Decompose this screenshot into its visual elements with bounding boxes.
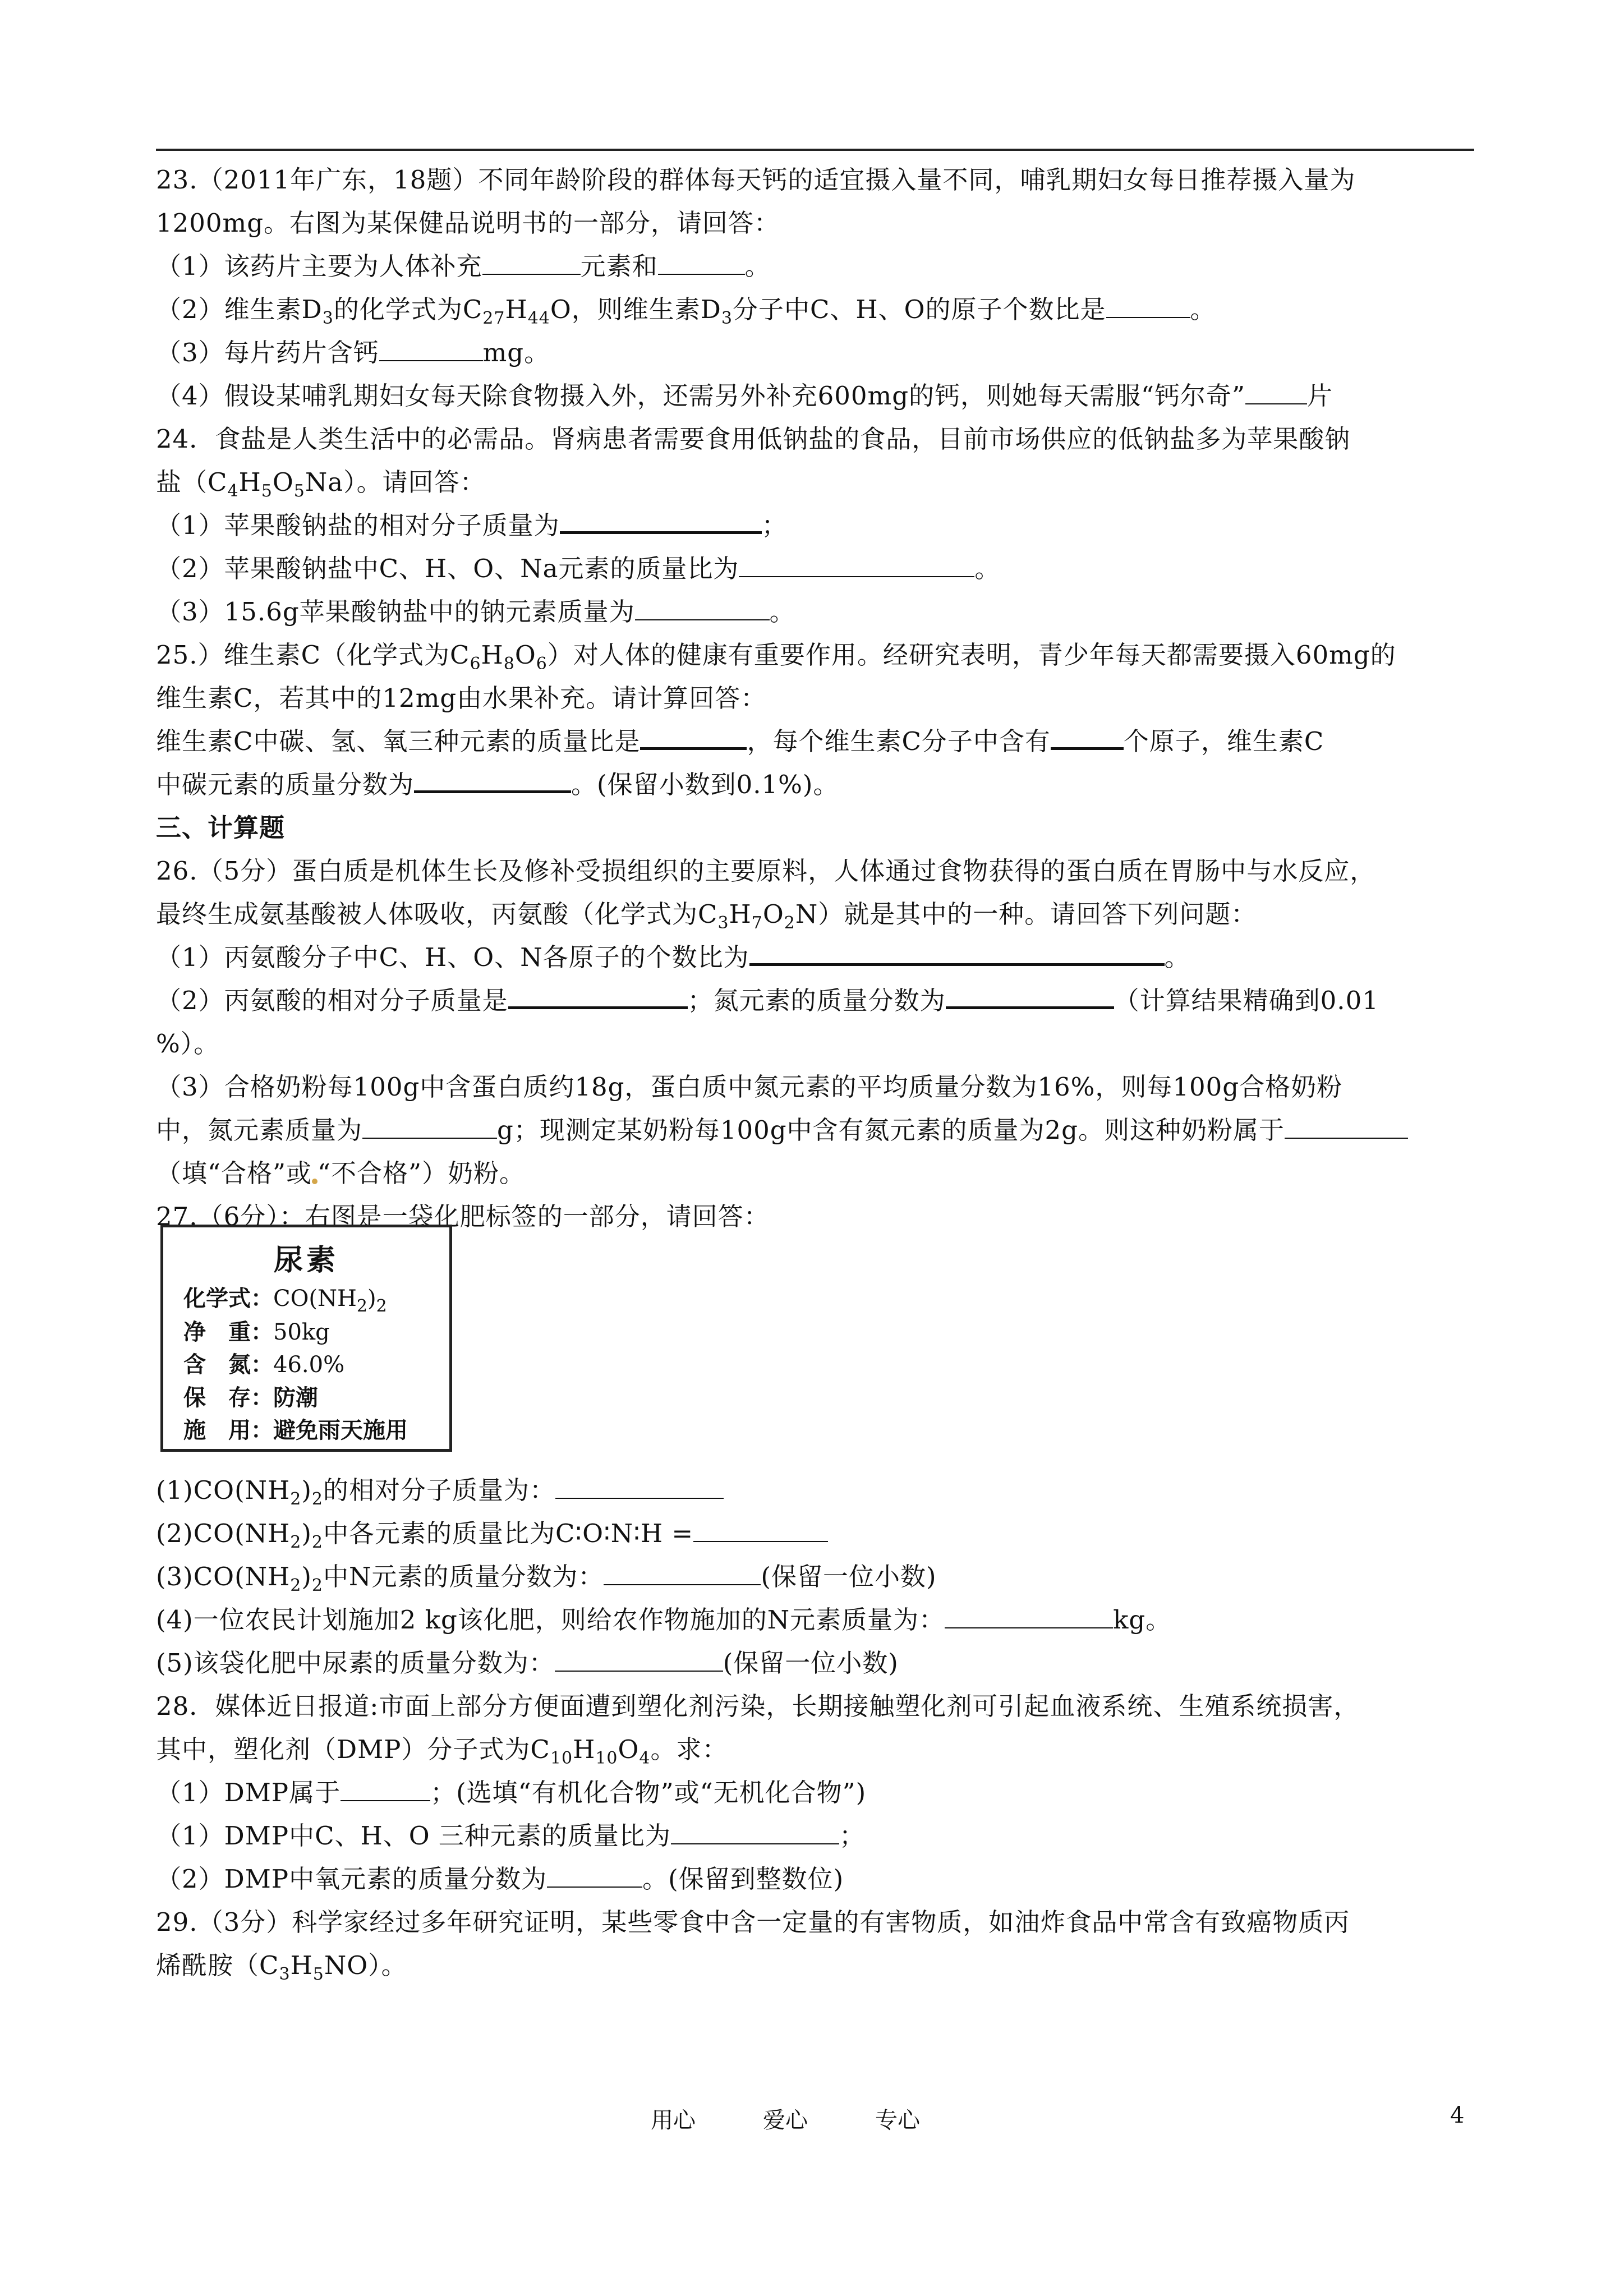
answer-blank[interactable] (341, 1778, 430, 1801)
q24-part3: （3）15.6g苹果酸钠盐中的钠元素质量为 。 (156, 597, 795, 627)
q23-stem-line2: 1200mg。右图为某保健品说明书的一部分，请回答： (156, 208, 780, 238)
q28-stem-line2: 其中，塑化剂（DMP）分子式为$C_{10}H_{10}O_4$。求： (156, 1734, 728, 1768)
answer-blank[interactable] (604, 1562, 761, 1585)
q23-part4: （4）假设某哺乳期妇女每天除食物摄入外，还需另外补充600mg的钙，则她每天需服“钙尔奇” 片 (156, 381, 1333, 411)
document-body-lower (156, 1469, 1480, 1987)
answer-blank[interactable] (635, 597, 770, 620)
q23-part2: （2）维生素$D_3$的化学式为$C_{27}H_{44}O$，则维生素$D_3$分子中C、H、O的原子个数比是 。 (156, 295, 1216, 328)
answer-blank[interactable] (640, 725, 747, 750)
answer-blank[interactable] (749, 941, 1165, 966)
q29-stem-line2: 烯酰胺$(C_3H_5NO)$。 (156, 1950, 407, 1984)
q26-part3-cont2: （填“合格”或 “不合格”）奶粉。 (156, 1158, 526, 1188)
stray-dot (312, 1179, 318, 1184)
q25-stem-line2: 维生素C，若其中的12mg由水果补充。请计算回答： (156, 683, 767, 713)
label-row-net: 净 重：50kg (183, 1319, 330, 1345)
answer-blank[interactable] (1106, 295, 1190, 318)
label-row-use: 施 用：避免雨天施用 (183, 1418, 408, 1443)
footer-word: 爱心 (763, 2108, 808, 2133)
q26-part2: （2）丙氨酸的相对分子质量是 ；氮元素的质量分数为 （计算结果精确到0.01 (156, 979, 1480, 1022)
answer-blank[interactable] (671, 1821, 839, 1844)
fertilizer-label (160, 1225, 452, 1452)
footer-word: 用心 (651, 2108, 696, 2133)
answer-blank[interactable] (1285, 1115, 1408, 1139)
label-row-store: 保 存：防潮 (183, 1385, 318, 1411)
document-body (156, 158, 1480, 1238)
q27-part5: (5)该袋化肥中尿素的质量分数为： (保留一位小数) (156, 1648, 899, 1678)
q27-part1: $(1)CO(NH_2)_2$的相对分子质量为： (156, 1469, 1480, 1512)
q25-stem-line1: 25.）维生素C（化学式为$C_6H_8O_6$）对人体的健康有重要作用。经研究表明，青少年每天都需要摄入60mg的 (156, 640, 1396, 674)
answer-blank[interactable] (547, 1864, 642, 1888)
answer-blank[interactable] (945, 1605, 1113, 1628)
answer-blank[interactable] (482, 251, 581, 275)
q27-part2: $(2)CO(NH_2)_2$中各元素的质量比为C∶O∶N∶H = (156, 1512, 1480, 1555)
q23-part1: （1）该药片主要为人体补充 元素和 。 (156, 251, 771, 281)
q26-part1: （1）丙氨酸分子中C、H、O、N各原子的个数比为 。 (156, 936, 1480, 979)
q25-line4: 中碳元素的质量分数为 。(保留小数到0.1%)。 (156, 763, 1480, 806)
q23-stem-line1: 23.（2011年广东，18题）不同年龄阶段的群体每天钙的适宜摄入量不同，哺乳期妇女每日推荐摄入量为 (156, 165, 1356, 195)
q24-part1: （1）苹果酸钠盐的相对分子质量为 ； (156, 504, 1480, 547)
q26-part3-cont: 中，氮元素质量为 g；现测定某奶粉每100g中含有氮元素的质量为2g。则这种奶粉属于 (156, 1108, 1480, 1152)
top-rule (156, 149, 1474, 151)
q27-part3: $(3)CO(NH_2)_2$中N元素的质量分数为： (保留一位小数) (156, 1562, 937, 1595)
q24-stem-line2: 盐$(C_4H_5O_5Na)$。请回答： (156, 467, 486, 501)
q24-stem-line1: 24．食盐是人类生活中的必需品。肾病患者需要食用低钠盐的食品，目前市场供应的低钠盐多为苹果酸钠 (156, 424, 1351, 454)
answer-blank[interactable] (508, 984, 688, 1009)
q28-part3: （2）DMP中氧元素的质量分数为 。(保留到整数位) (156, 1864, 844, 1894)
q27-stem: 27.（6分）：右图是一袋化肥标签的一部分，请回答： (156, 1202, 770, 1231)
label-title: 尿素 (273, 1244, 339, 1277)
q28-stem-line1: 28．媒体近日报道:市面上部分方便面遭到塑化剂污染，长期接触塑化剂可引起血液系统、生殖系统损害， (156, 1691, 1360, 1721)
answer-blank[interactable] (379, 338, 483, 361)
answer-blank[interactable] (693, 1519, 828, 1542)
label-row-formula: 化学式：$CO(NH_2)_2$ (183, 1286, 387, 1316)
q24-part2: （2）苹果酸钠盐中C、H、O、Na元素的质量比为 。 (156, 554, 1001, 583)
q29-stem-line1: 29.（3分）科学家经过多年研究证明，某些零食中含一定量的有害物质，如油炸食品中常含有致癌物质丙 (156, 1907, 1350, 1937)
q26-stem-line1: 26.（5分）蛋白质是机体生长及修补受损组织的主要原料，人体通过食物获得的蛋白质在胃肠中与水反应， (156, 856, 1376, 886)
answer-blank[interactable] (946, 984, 1114, 1009)
q26-part2-cont: %）。 (156, 1029, 220, 1059)
q25-line3: 维生素C中碳、氢、氧三种元素的质量比是 ，每个维生素C分子中含有 个原子，维生素C (156, 720, 1480, 763)
answer-blank[interactable] (414, 768, 571, 793)
answer-blank[interactable] (658, 251, 745, 275)
q26-part3: （3）合格奶粉每100g中含蛋白质约18g，蛋白质中氮元素的平均质量分数为16%，则每100g合格奶粉 (156, 1072, 1343, 1102)
q23-part3: （3）每片药片含钙 mg。 (156, 338, 550, 367)
answer-blank[interactable] (1245, 381, 1307, 404)
answer-blank[interactable] (555, 1648, 723, 1672)
q28-part2: （1）DMP中C、H、O 三种元素的质量比为 ； (156, 1821, 865, 1851)
answer-blank[interactable] (560, 509, 762, 534)
answer-blank[interactable] (362, 1115, 497, 1139)
footer-word: 专心 (875, 2108, 920, 2133)
q28-part1: （1）DMP属于 ；(选填“有机化合物”或“无机化合物”) (156, 1778, 867, 1807)
answer-blank[interactable] (739, 554, 974, 577)
q26-stem-line2: 最终生成氨基酸被人体吸收，丙氨酸（化学式为$C_3H_7O_2N$）就是其中的一种。请回答下列问题： (156, 899, 1257, 933)
answer-blank[interactable] (1051, 725, 1124, 750)
q27-part4: (4)一位农民计划施加2 kg该化肥，则给农作物施加的N元素质量为： kg。 (156, 1605, 1172, 1635)
section-heading: 三、计算题 (156, 813, 286, 843)
answer-blank[interactable] (555, 1475, 724, 1499)
label-row-nitrogen: 含 氮：46.0% (183, 1352, 345, 1378)
page-number: 4 (1450, 2102, 1465, 2128)
